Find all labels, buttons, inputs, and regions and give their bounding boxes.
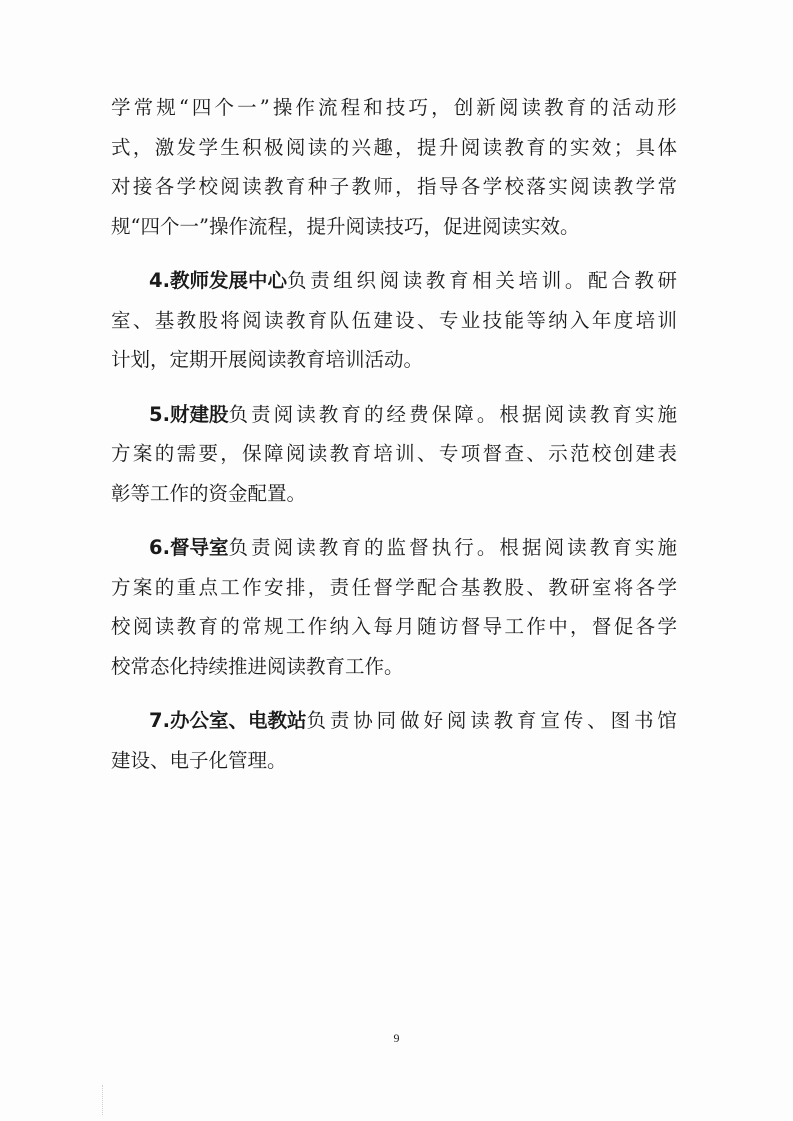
paragraph-gap (111, 246, 677, 261)
department-heading: 5.财建股 (149, 402, 229, 426)
text-line (111, 528, 677, 568)
text-line (111, 261, 677, 301)
line-text: 式 ， 激 发 学 生 积 极 阅 读 的 兴 趣 ， 提 升 阅 读 教 育 的 实 效 ； 具 体 (111, 135, 677, 159)
line-text: 校常态化持续推进阅读教育工作。 (111, 654, 404, 678)
line-text: 彰等工作的资金配置。 (111, 481, 307, 505)
line-text: 校 阅 读 教 育 的 常 规 工 作 纳 入 每 月 随 访 督 导 工 作 中 ， 督 促 各 学 (111, 615, 677, 638)
department-heading: 7.办公室、电教站 (149, 709, 307, 732)
line-text: 建设、电子化管理。 (111, 748, 287, 772)
line-text: 方 案 的 需 要 ， 保 障 阅 读 教 育 培 训 、 专 项 督 查 、 示 范 校 创 建 表 (111, 442, 677, 465)
line-text: 室 、 基 教 股 将 阅 读 教 育 队 伍 建 设 、 专 业 技 能 等 纳 入 年 度 培 训 (111, 308, 677, 332)
page-number: 9 (393, 1031, 400, 1045)
line-text: 负 责 阅 读 教 育 的 经 费 保 障 。 根 据 阅 读 教 育 实 施 (228, 402, 677, 426)
line-text: 负 责 协 同 做 好 阅 读 教 育 宣 传 、 图 书 馆 (306, 709, 677, 732)
text-line (111, 340, 677, 380)
paragraph-1 (111, 88, 677, 246)
text-line (111, 434, 677, 474)
line-text: 计划，定期开展阅读教育培训活动。 (111, 348, 424, 371)
line-text: 方 案 的 重 点 工 作 安 排 ， 责 任 督 学 配 合 基 教 股 、 教 研 室 将 各 学 (111, 575, 677, 599)
text-line (111, 568, 677, 608)
line-text: 负 责 阅 读 教 育 的 监 督 执 行 。 根 据 阅 读 教 育 实 施 (228, 536, 677, 559)
text-line (111, 128, 677, 168)
text-line (111, 167, 677, 207)
text-line (111, 607, 677, 647)
scan-artifact (102, 1085, 105, 1115)
paragraph-2 (111, 261, 677, 380)
text-line (111, 88, 677, 128)
text-line (111, 741, 677, 781)
line-text: 对 接 各 学 校 阅 读 教 育 种 子 教 师 ， 指 导 各 学 校 落 实 阅 读 教 学 常 (111, 175, 677, 198)
line-text: 学 常 规 “ 四 个 一 ” 操 作 流 程 和 技 巧 ， 创 新 阅 读 教 育 的 活 动 形 (111, 96, 677, 119)
paragraph-3 (111, 395, 677, 514)
paragraph-gap (111, 686, 677, 701)
text-line (111, 647, 677, 687)
text-line (111, 207, 677, 247)
paragraph-gap (111, 380, 677, 395)
paragraph-4 (111, 528, 677, 686)
text-line (111, 301, 677, 341)
text-line (111, 395, 677, 435)
paragraph-gap (111, 513, 677, 528)
text-line (111, 474, 677, 514)
paragraph-5 (111, 701, 677, 780)
line-text: 负 责 组 织 阅 读 教 育 相 关 培 训 。 配 合 教 研 (286, 269, 677, 292)
line-text: 规“四个一”操作流程，提升阅读技巧，促进阅读实效。 (111, 214, 580, 238)
document-body (111, 88, 677, 780)
text-line (111, 701, 677, 741)
department-heading: 6.督导室 (149, 536, 229, 559)
department-heading: 4.教师发展中心 (149, 269, 287, 292)
